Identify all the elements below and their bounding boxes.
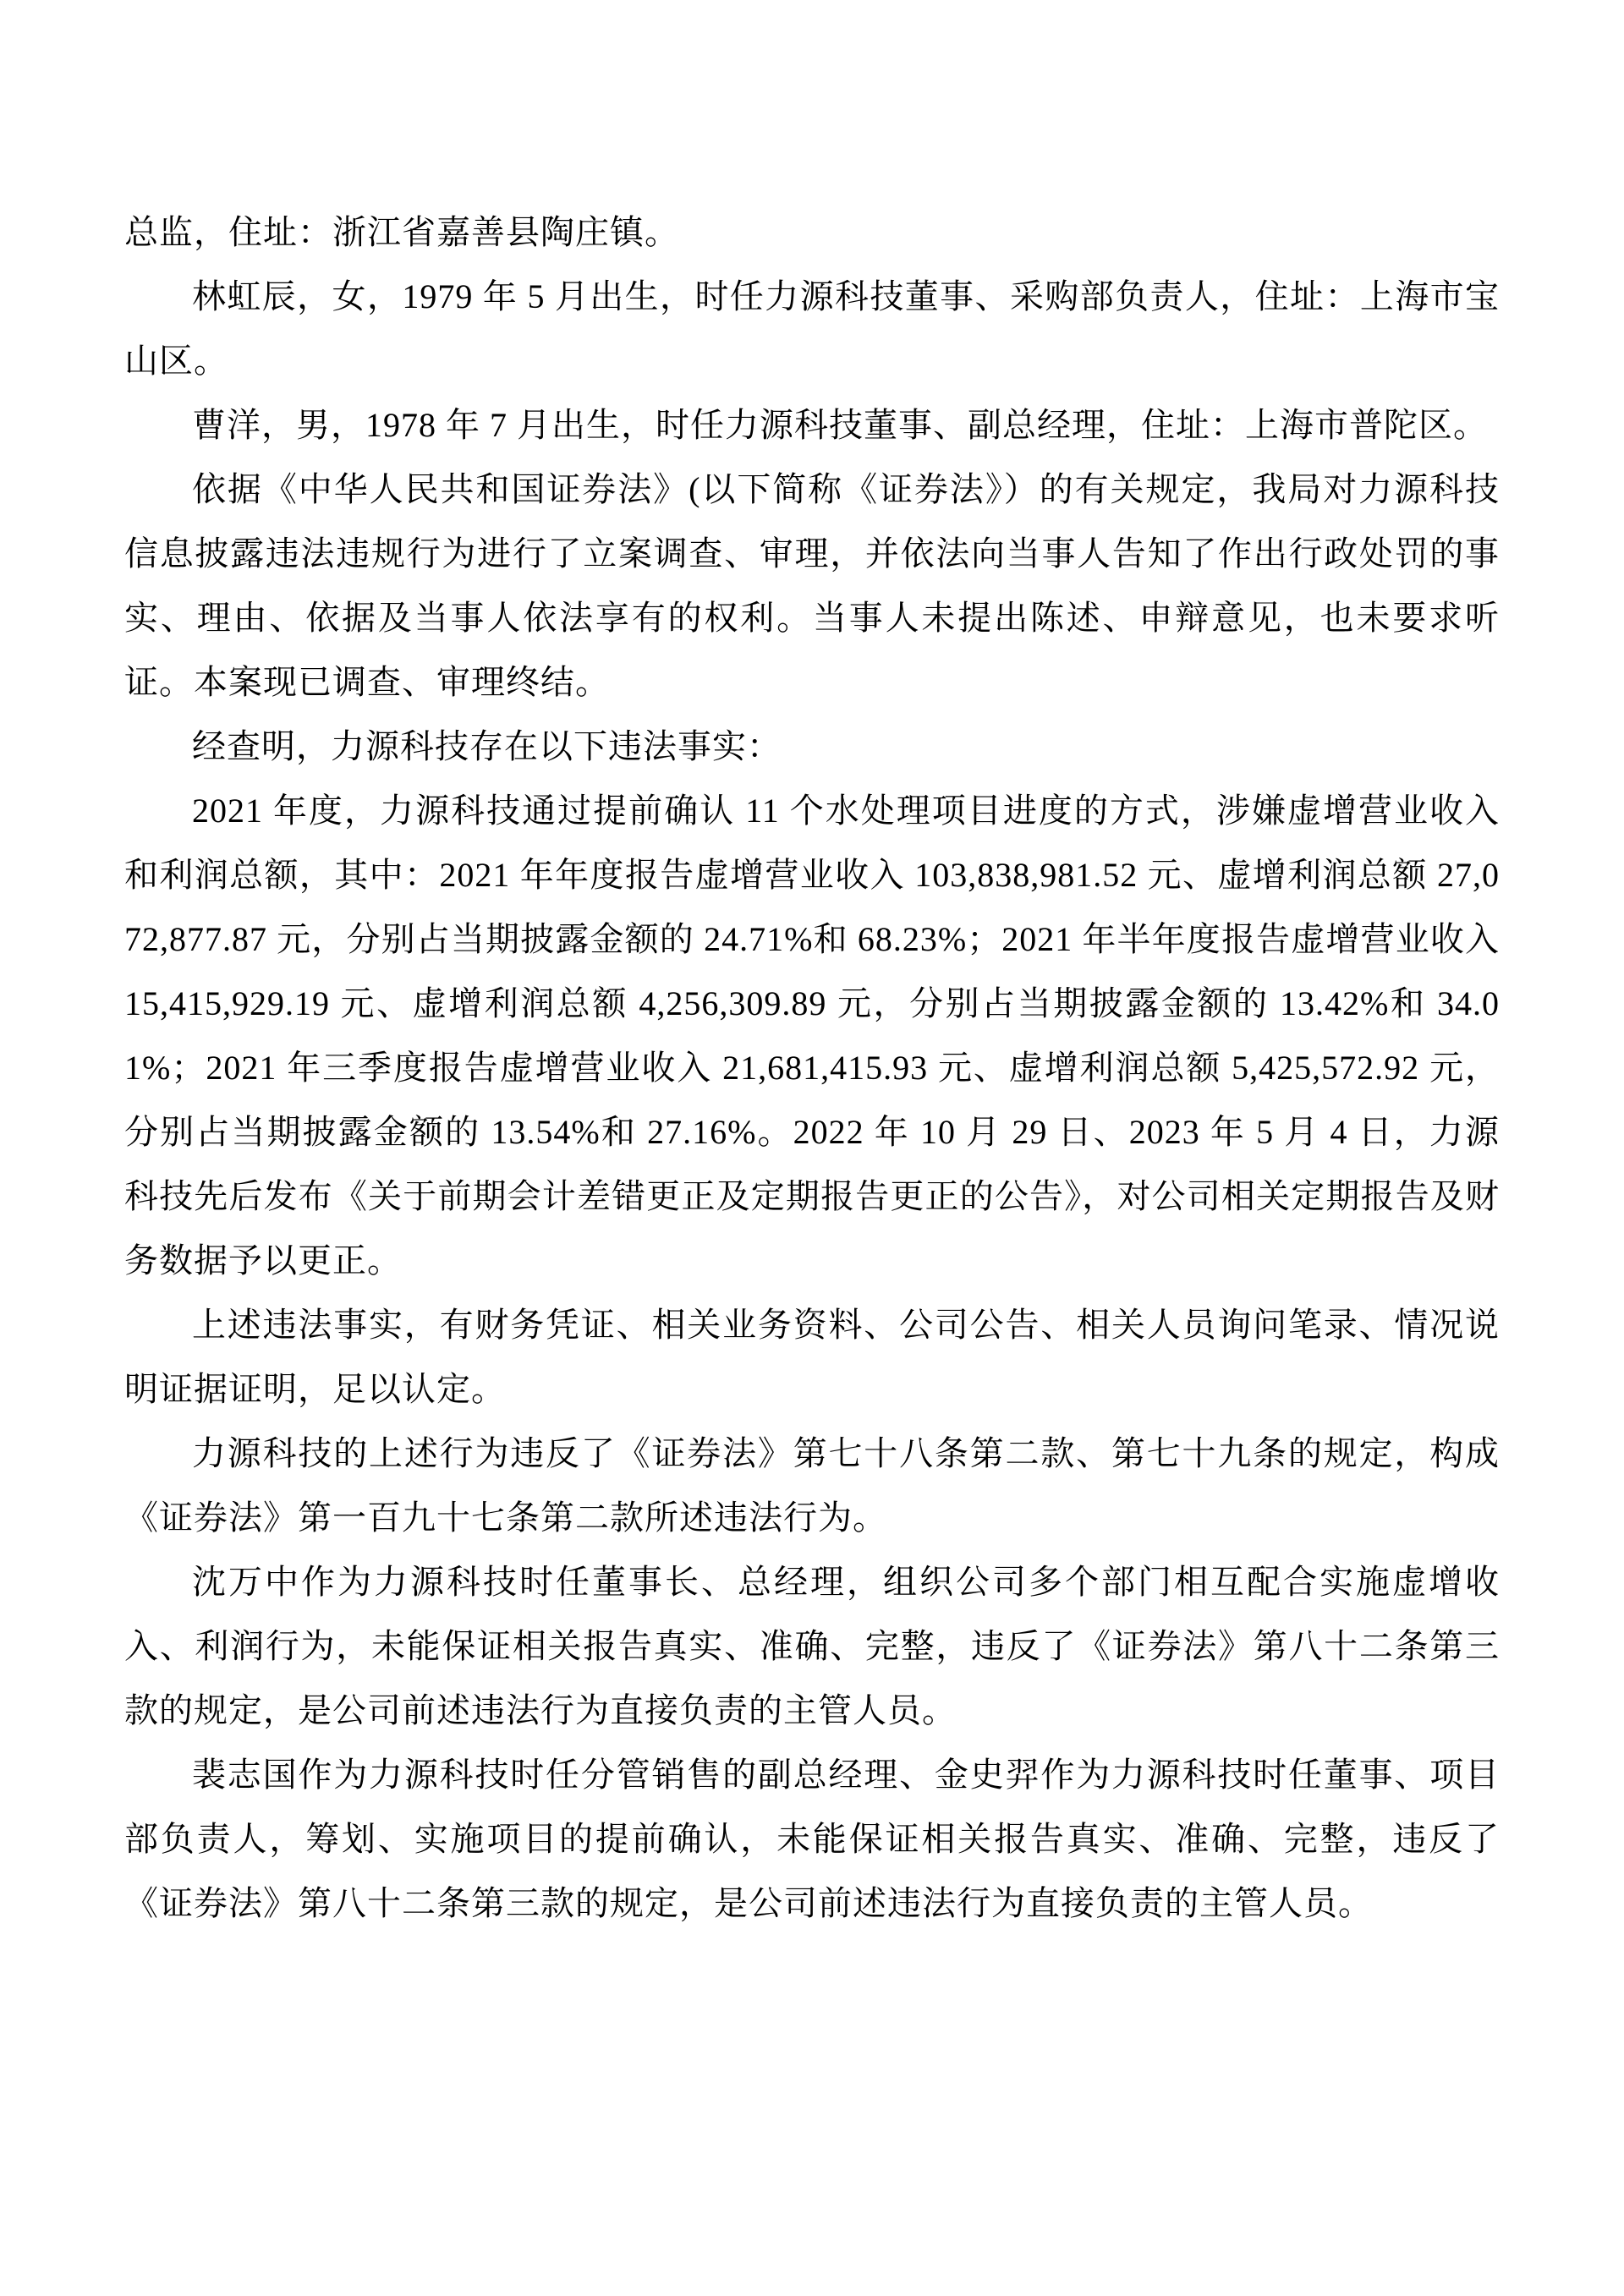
paragraph-person-caoyang: 曹洋，男，1978 年 7 月出生，时任力源科技董事、副总经理，住址：上海市普陀区。 — [192, 406, 1488, 444]
paragraph-violation-details: 2021 年度，力源科技通过提前确认 11 个水处理项目进度的方式，涉嫌虚增营业收入和利润总额，其中：2021 年年度报告虚增营业收入 103,838,981.52 元、虚增利润总额 27,072,877.87 元，分别占当期披露金额的 24.71%和 68.23%；2021 年半年度报告虚增营业收入 15,415,929.19 元、虚增利润总额 4,256,309.89 元，分别占当期披露金额的 13.42%和 34.01%；2021 年三季度报告虚增营业收入 21,681,415.93 元、虚增利润总额 5,425,572.92 元，分别占当期披露金额的 13.54%和 27.16%。2022 年 10 月 29 日、2023 年 5 月 4 日，力源科技先后发布《关于前期会计差错更正及定期报告更正的公告》，对公司相关定期报告及财务数据予以更正。 — [124, 792, 1500, 1280]
paragraph-evidence: 上述违法事实，有财务凭证、相关业务资料、公司公告、相关人员询问笔录、情况说明证据证明，足以认定。 — [124, 1306, 1500, 1408]
paragraph-continuation-address: 总监，住址：浙江省嘉善县陶庄镇。 — [124, 213, 679, 251]
document-text-body — [124, 200, 1500, 1936]
paragraph-responsibility-peizhiguo-jinshiyi: 裴志国作为力源科技时任分管销售的副总经理、金史羿作为力源科技时任董事、项目部负责人，筹划、实施项目的提前确认，未能保证相关报告真实、准确、完整，违反了《证券法》第八十二条第三款的规定，是公司前述违法行为直接负责的主管人员。 — [124, 1756, 1500, 1922]
paragraph-law-violated: 力源科技的上述行为违反了《证券法》第七十八条第二款、第七十九条的规定，构成《证券法》第一百九十七条第二款所述违法行为。 — [124, 1434, 1500, 1537]
paragraph-person-linhongchen: 林虹辰，女，1979 年 5 月出生，时任力源科技董事、采购部负责人，住址：上海市宝山区。 — [124, 277, 1500, 380]
paragraph-legal-basis: 依据《中华人民共和国证券法》(以下简称《证券法》）的有关规定，我局对力源科技信息披露违法违规行为进行了立案调查、审理，并依法向当事人告知了作出行政处罚的事实、理由、依据及当事人依法享有的权利。当事人未提出陈述、申辩意见，也未要求听证。本案现已调查、审理终结。 — [124, 470, 1500, 701]
paragraph-responsibility-shenwanzhong: 沈万中作为力源科技时任董事长、总经理，组织公司多个部门相互配合实施虚增收入、利润行为，未能保证相关报告真实、准确、完整，违反了《证券法》第八十二条第三款的规定，是公司前述违法行为直接负责的主管人员。 — [124, 1563, 1500, 1729]
paragraph-findings-intro: 经查明，力源科技存在以下违法事实： — [192, 727, 782, 765]
